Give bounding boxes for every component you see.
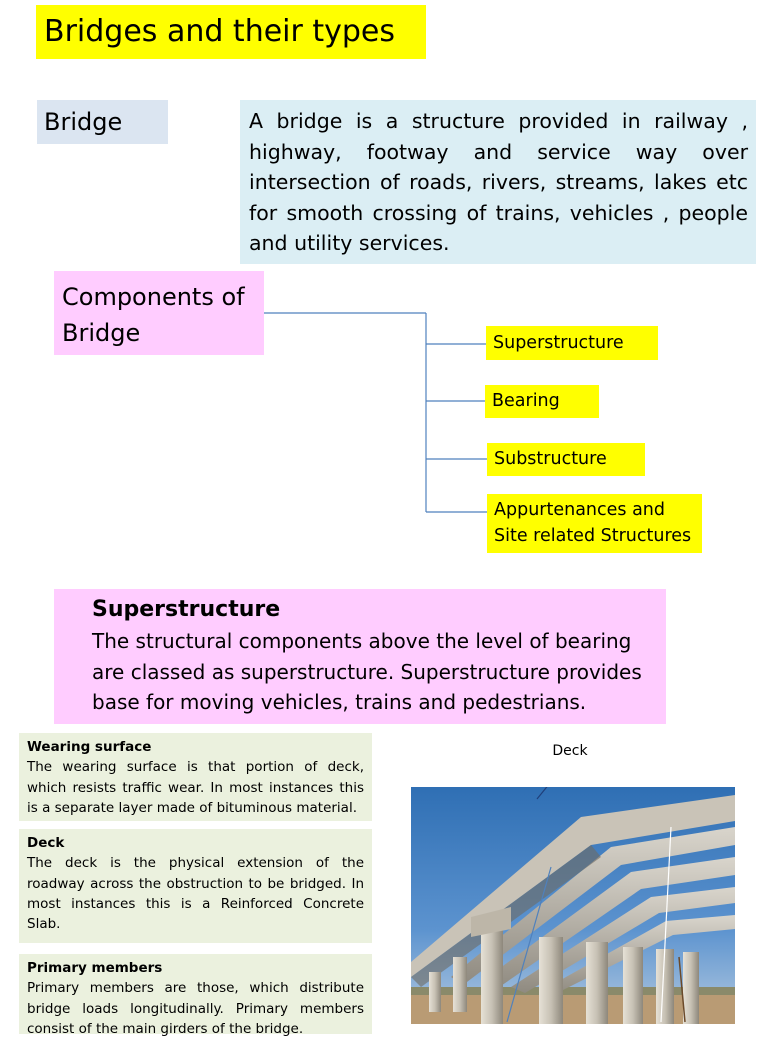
bridge-photo xyxy=(411,787,735,1024)
superstructure-heading: Superstructure xyxy=(92,597,281,622)
bridge-label: Bridge xyxy=(37,100,168,144)
deck-box xyxy=(19,829,372,943)
page-title: Bridges and their types xyxy=(36,5,426,59)
photo-label-deck: Deck xyxy=(552,743,588,759)
superstructure-box xyxy=(54,589,666,724)
wearing-surface-heading: Wearing surface xyxy=(27,739,152,755)
primary-members-text: Primary members are those, which distribute bridge loads longitudinally. Primary members consist of the main girders of the bridge. xyxy=(27,980,364,1037)
components-heading: Components of Bridge xyxy=(54,271,264,355)
component-substructure: Substructure xyxy=(487,443,645,476)
bridge-definition: A bridge is a structure provided in railway , highway, footway and service way over intersection of roads, rivers, streams, lakes etc for smooth crossing of trains, vehicles , people and utility services. xyxy=(240,100,756,264)
superstructure-text: The structural components above the level of bearing are classed as superstructure. Superstructure provides base for moving vehicles, trains and pedestrians. xyxy=(92,629,642,714)
primary-members-heading: Primary members xyxy=(27,960,163,976)
component-bearing: Bearing xyxy=(485,385,599,418)
primary-members-box xyxy=(19,954,372,1037)
deck-text: The deck is the physical extension of the roadway across the obstruction to be bridged. In most instances this is a Reinforced Concrete Slab. xyxy=(27,855,364,933)
wearing-surface-text: The wearing surface is that portion of deck, which resists traffic wear. In most instances this is a separate layer made of bituminous material. xyxy=(27,759,364,816)
component-superstructure: Superstructure xyxy=(486,326,658,360)
component-appurtenances: Appurtenances and Site related Structures xyxy=(487,494,702,553)
deck-heading: Deck xyxy=(27,835,65,851)
wearing-surface-box xyxy=(19,733,372,821)
